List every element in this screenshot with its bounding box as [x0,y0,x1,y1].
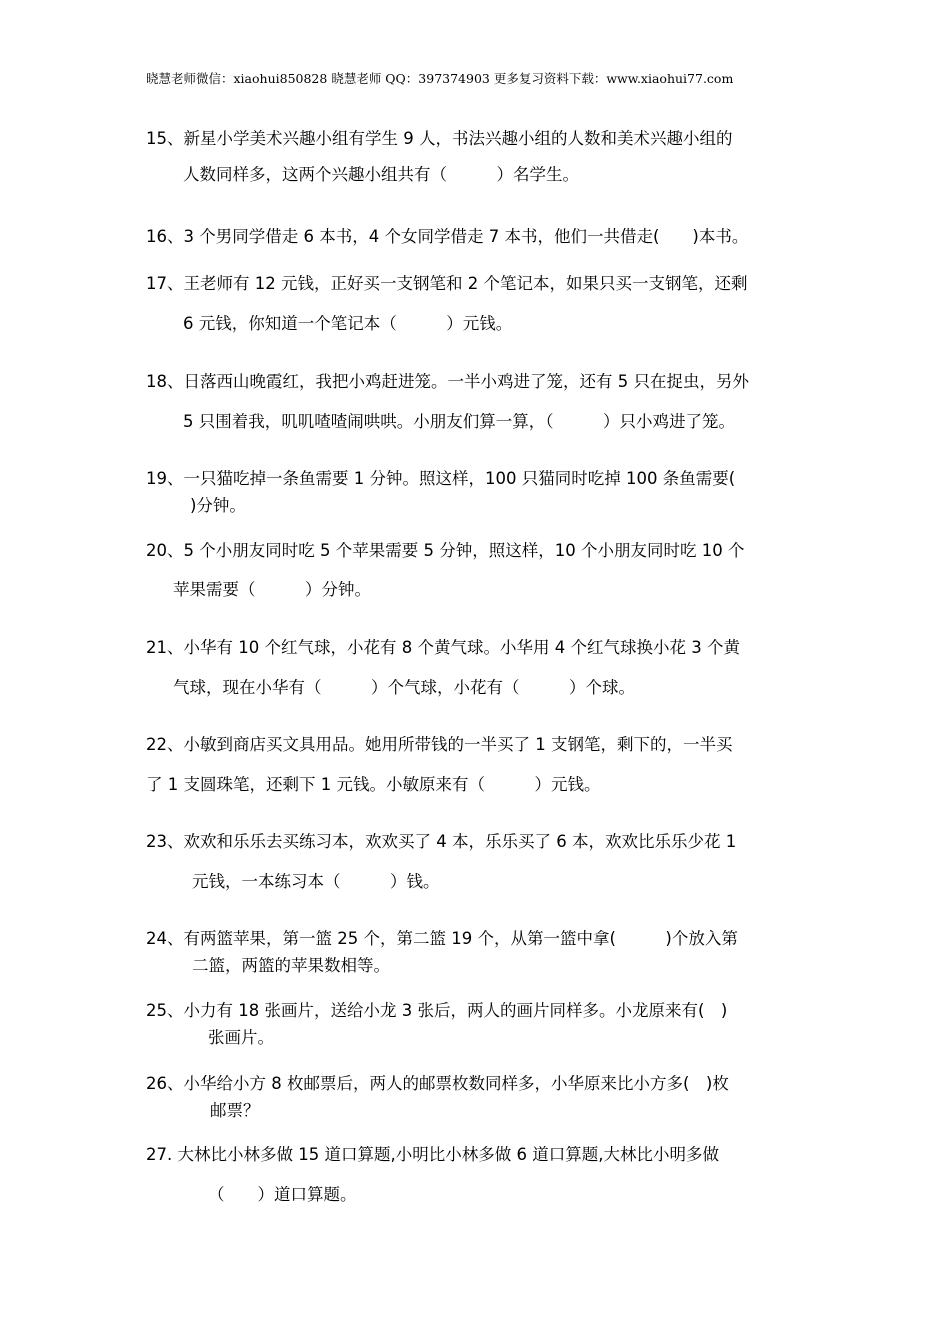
question-line: 邮票？ [210,1101,260,1120]
question-line: 16、3 个男同学借走 6 本书，4 个女同学借走 7 本书，他们一共借走( )本书。 [146,227,749,246]
question-line: 27. 大林比小林多做 15 道口算题,小明比小林多做 6 道口算题,大林比小明多做 [146,1145,719,1164]
question-20 [146,537,810,600]
question-line: 25、小力有 18 张画片，送给小龙 3 张后，两人的画片同样多。小龙原来有( ) [146,1001,728,1020]
question-line: )分钟。 [190,496,246,515]
question-16 [146,223,810,247]
question-line: 24、有两篮苹果，第一篮 25 个，第二篮 19 个，从第一篮中拿( )个放入第 [146,929,738,948]
question-26 [146,1070,810,1121]
question-line: 18、日落西山晚霞红，我把小鸡赶进笼。一半小鸡进了笼，还有 5 只在捉虫，另外 [146,372,749,391]
question-17 [146,270,810,334]
question-line: 5 只围着我，叽叽喳喳闹哄哄。小朋友们算一算，（ ）只小鸡进了笼。 [183,412,735,431]
question-21 [146,634,810,698]
question-19 [146,465,810,516]
question-15 [146,125,810,185]
question-24 [146,925,810,976]
page-header: 晓慧老师微信：xiaohui850828 晓慧老师 QQ：397374903 更多复习资料下载：www.xiaohui77.com [146,71,734,86]
question-line: （ ）道口算题。 [208,1185,357,1204]
question-line: 17、王老师有 12 元钱，正好买一支钢笔和 2 个笔记本，如果只买一支钢笔，还剩 [146,274,748,293]
question-23 [146,828,810,892]
question-line: 张画片。 [208,1028,274,1047]
question-line: 15、新星小学美术兴趣小组有学生 9 人，书法兴趣小组的人数和美术兴趣小组的 [146,129,733,148]
question-line: 苹果需要（ ）分钟。 [173,580,371,599]
question-18 [146,368,810,432]
question-line: 元钱，一本练习本（ ）钱。 [192,872,440,891]
question-line: 23、欢欢和乐乐去买练习本，欢欢买了 4 本，乐乐买了 6 本，欢欢比乐乐少花 1 [146,832,737,851]
question-line: 19、一只猫吃掉一条鱼需要 1 分钟。照这样，100 只猫同时吃掉 100 条鱼需要( [146,469,736,488]
question-line: 22、小敏到商店买文具用品。她用所带钱的一半买了 1 支钢笔，剩下的，一半买 [146,735,733,754]
question-line: 人数同样多，这两个兴趣小组共有（ ）名学生。 [183,165,579,184]
question-line: 21、小华有 10 个红气球，小花有 8 个黄气球。小华用 4 个红气球换小花 3 个黄 [146,638,740,657]
question-line: 了 1 支圆珠笔，还剩下 1 元钱。小敏原来有（ ）元钱。 [146,775,601,794]
question-25 [146,997,810,1048]
question-line: 二篮，两篮的苹果数相等。 [192,956,390,975]
question-line: 20、5 个小朋友同时吃 5 个苹果需要 5 分钟，照这样，10 个小朋友同时吃 10 个 [146,541,745,560]
question-22 [146,731,810,795]
question-line: 26、小华给小方 8 枚邮票后，两人的邮票枚数同样多，小华原来比小方多( )枚 [146,1074,729,1093]
question-line: 6 元钱，你知道一个笔记本（ ）元钱。 [183,314,513,333]
question-27 [146,1141,810,1205]
question-line: 气球，现在小华有（ ）个气球，小花有（ ）个球。 [173,678,635,697]
